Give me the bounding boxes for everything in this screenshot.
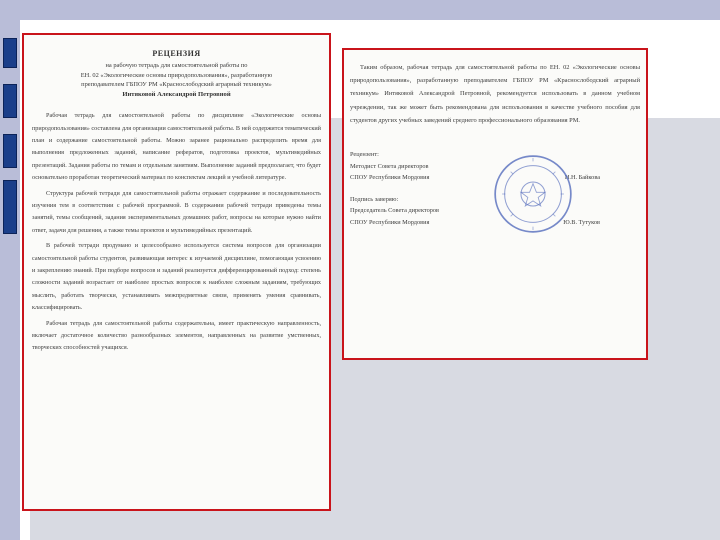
review-subtitle-line-2: ЕН. 02 «Экологические основы природопользования», разработанную — [80, 71, 273, 79]
top-decorative-band — [0, 0, 720, 20]
official-stamp-seal — [490, 151, 576, 237]
review-paragraph-4: Рабочая тетрадь для самостоятельной работы содержательна, имеет практическую направленность, включает достаточное количество разнообразных элементов, направленных на развитие умственных, творческих способностей учащихся. — [32, 319, 321, 352]
side-tab-1 — [3, 38, 17, 68]
conclusion-document-page — [342, 48, 648, 360]
review-paragraph-3: В рабочей тетради продумано и целесообразно используется система вопросов для организации самостоятельной работы студентов, развивающая интерес к изучаемой дисциплине, помогающая усвоению и закреплению знаний. При подборе вопросов и заданий реализуется дифференцированный подход: степень сложности заданий возрастает от наиболее простых вопросов к наиболее сложным заданиям, требующих мыслить, работать творчески, устанавливать межпредметные связи, применять умения сравнивать, классифицировать. — [32, 242, 321, 312]
review-subtitle-line-3: преподавателем ГБПОУ РМ «Краснослободский аграрный техникум» — [81, 81, 272, 89]
side-tab-4 — [3, 180, 17, 234]
conclusion-paragraph: Таким образом, рабочая тетрадь для самостоятельной работы по ЕН. 02 «Экологические основы природопользования», разработанную преподавателем ГБПОУ РМ «Краснослободский аграрный техникум» Интяковой Александрой Петровной, рекомендуется использовать в данном учебном учреждении, так же может быть рекомендована для использования в качестве учебного пособия для студентов других учебных заведений среднего профессионального образования РМ. — [350, 64, 640, 124]
left-decorative-band — [0, 0, 20, 540]
review-subtitle-line-1: на рабочую тетрадь для самостоятельной работы по — [105, 62, 248, 69]
review-heading: РЕЦЕНЗИЯ — [152, 49, 201, 58]
review-author: Интяковой Александрой Петровной — [122, 91, 231, 99]
side-tab-3 — [3, 134, 17, 168]
review-paragraph-1: Рабочая тетрадь для самостоятельной работы по дисциплине «Экологические основы природопользования» составлена для организации самостоятельной работы. В ней содержится тематический план и содержание самостоятельной работы. Можно заранее рационально распределить время для выполнения предложенных заданий, написание рефератов, подготовка проектов, мультимедийных презентаций. Задания работы по темам и отдельным занятиям. Выполнение заданий предполагает, что будет основательно проработан теоретический материал по конспектам лекций и учебной литературе. — [32, 112, 321, 182]
certify-label: Подпись заверяю: — [350, 195, 399, 203]
reviewer-organization: СПОУ Республики Мордовия — [350, 174, 430, 182]
chair-position: Председатель Совета директоров — [350, 207, 440, 215]
chair-organization: СПОУ Республики Мордовия — [350, 218, 430, 226]
reviewer-position: Методист Совета директоров — [350, 162, 429, 170]
side-tab-2 — [3, 84, 17, 118]
reviewer-name: Н.Н. Байкова — [564, 174, 600, 182]
review-document-page — [22, 33, 331, 511]
signature-block — [350, 149, 640, 228]
reviewer-label: Рецензент: — [350, 151, 379, 159]
chair-name: Ю.В. Тутуков — [563, 218, 600, 226]
review-paragraph-2: Структура рабочей тетради для самостоятельной работы отражает содержание и последовательность изучения тем в соответствии с рабочей программой. В содержании рабочей тетради приведены темы занятий, темы сообщений, задания экспериментальных домашних работ, вопросы на которые нужно найти ответ, задачи для решения, а также темы проектов и мультимедийных презентаций. — [32, 189, 321, 234]
